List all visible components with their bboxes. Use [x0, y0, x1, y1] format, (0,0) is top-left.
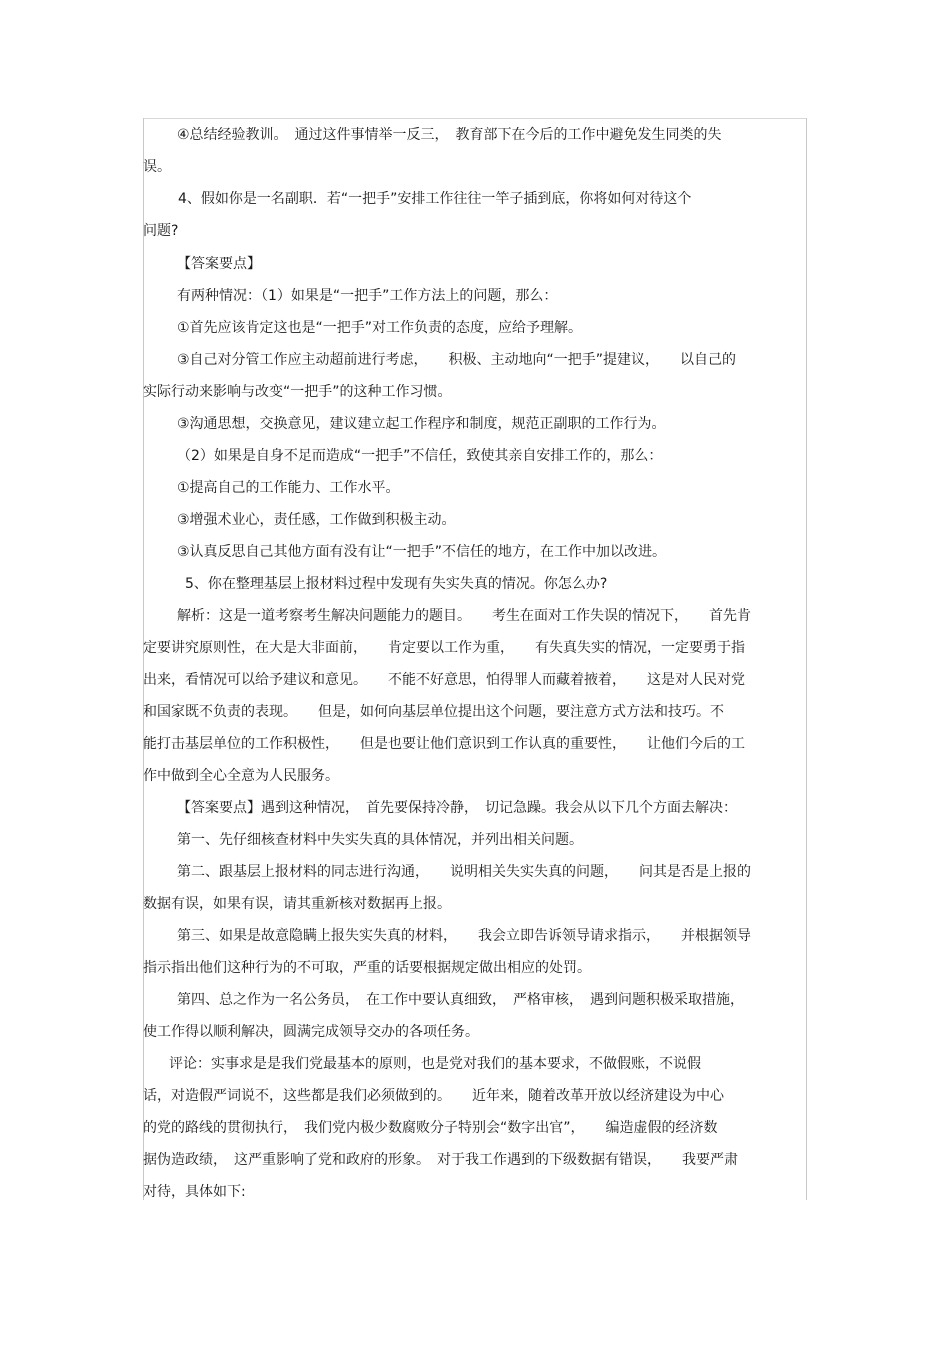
text-line: 话，对造假严词说不，这些都是我们必须做到的。 近年来，随着改革开放以经济建设为中心 — [143, 1088, 724, 1104]
text-line: ①提高自己的工作能力、工作水平。 — [177, 480, 400, 496]
text-line: 数据有误，如果有误，请其重新核对数据再上报。 — [143, 896, 451, 912]
text-line: ③认真反思自己其他方面有没有让“一把手”不信任的地方，在工作中加以改进。 — [177, 544, 667, 560]
text-line: 第四、总之作为一名公务员， 在工作中要认真细致， 严格审核， 遇到问题积极采取措施， — [177, 992, 744, 1008]
right-border — [806, 118, 807, 1200]
text-line: 实际行动来影响与改变“一把手”的这种工作习惯。 — [143, 384, 452, 400]
text-line: 和国家既不负责的表现。 但是，如何向基层单位提出这个问题，要注意方式方法和技巧。不 — [143, 704, 724, 720]
text-line: 【答案要点】 — [177, 256, 261, 272]
text-line: 能打击基层单位的工作积极性， 但是也要让他们意识到工作认真的重要性， 让他们今后的工 — [143, 736, 745, 752]
text-line: 评论：实事求是是我们党最基本的原则，也是党对我们的基本要求，不做假账，不说假 — [169, 1056, 701, 1072]
text-line: ③增强术业心，责任感，工作做到积极主动。 — [177, 512, 456, 528]
text-line: 据伪造政绩， 这严重影响了党和政府的形象。 对于我工作遇到的下级数据有错误， 我要严肃 — [143, 1152, 738, 1168]
text-line: 【答案要点】遇到这种情况， 首先要保持冷静， 切记急躁。我会从以下几个方面去解决： — [177, 800, 737, 816]
text-line: 误。 — [143, 159, 171, 175]
text-line: 有两种情况：（1）如果是“一把手”工作方法上的问题，那么： — [177, 288, 558, 304]
text-line: 第三、如果是故意隐瞒上报失实失真的材料， 我会立即告诉领导请求指示， 并根据领导 — [177, 928, 751, 944]
text-line: 作中做到全心全意为人民服务。 — [143, 768, 339, 784]
text-line: 第一、先仔细核查材料中失实失真的具体情况，并列出相关问题。 — [177, 832, 583, 848]
text-line: ①首先应该肯定这也是“一把手”对工作负责的态度，应给予理解。 — [177, 320, 583, 336]
text-line: 第二、跟基层上报材料的同志进行沟通， 说明相关失实失真的问题， 问其是否是上报的 — [177, 864, 751, 880]
text-line: 的党的路线的贯彻执行， 我们党内极少数腐败分子特别会“数字出官”， 编造虚假的经济数 — [143, 1120, 718, 1136]
text-line: 出来，看情况可以给予建议和意见。 不能不好意思，怕得罪人而藏着掖着， 这是对人民对党 — [143, 672, 745, 688]
text-line: ④总结经验教训。 通过这件事情举一反三， 教育部下在今后的工作中避免发生同类的失 — [177, 127, 722, 143]
text-line: 4、假如你是一名副职．若“一把手”安排工作往往一竿子插到底，你将如何对待这个 — [178, 191, 692, 207]
text-line: ③沟通思想，交换意见，建议建立起工作程序和制度，规范正副职的工作行为。 — [177, 416, 666, 432]
text-line: 解析：这是一道考察考生解决问题能力的题目。 考生在面对工作失误的情况下， 首先肯 — [177, 608, 751, 624]
text-line: 对待，具体如下: — [143, 1184, 246, 1200]
text-line: （2）如果是自身不足而造成“一把手”不信任，致使其亲自安排工作的，那么： — [177, 448, 663, 464]
text-line: 指示指出他们这种行为的不可取，严重的话要根据规定做出相应的处罚。 — [143, 960, 591, 976]
text-line: 问题? — [143, 223, 179, 239]
text-line: ③自己对分管工作应主动超前进行考虑， 积极、主动地向“一把手”提建议， 以自己的 — [177, 352, 737, 368]
text-line: 定要讲究原则性，在大是大非面前， 肯定要以工作为重， 有失真失实的情况，一定要勇于指 — [143, 640, 745, 656]
top-border — [143, 118, 807, 119]
text-line: 5、你在整理基层上报材料过程中发现有失实失真的情况。你怎么办? — [185, 576, 608, 592]
text-line: 使工作得以顺利解决，圆满完成领导交办的各项任务。 — [143, 1024, 479, 1040]
